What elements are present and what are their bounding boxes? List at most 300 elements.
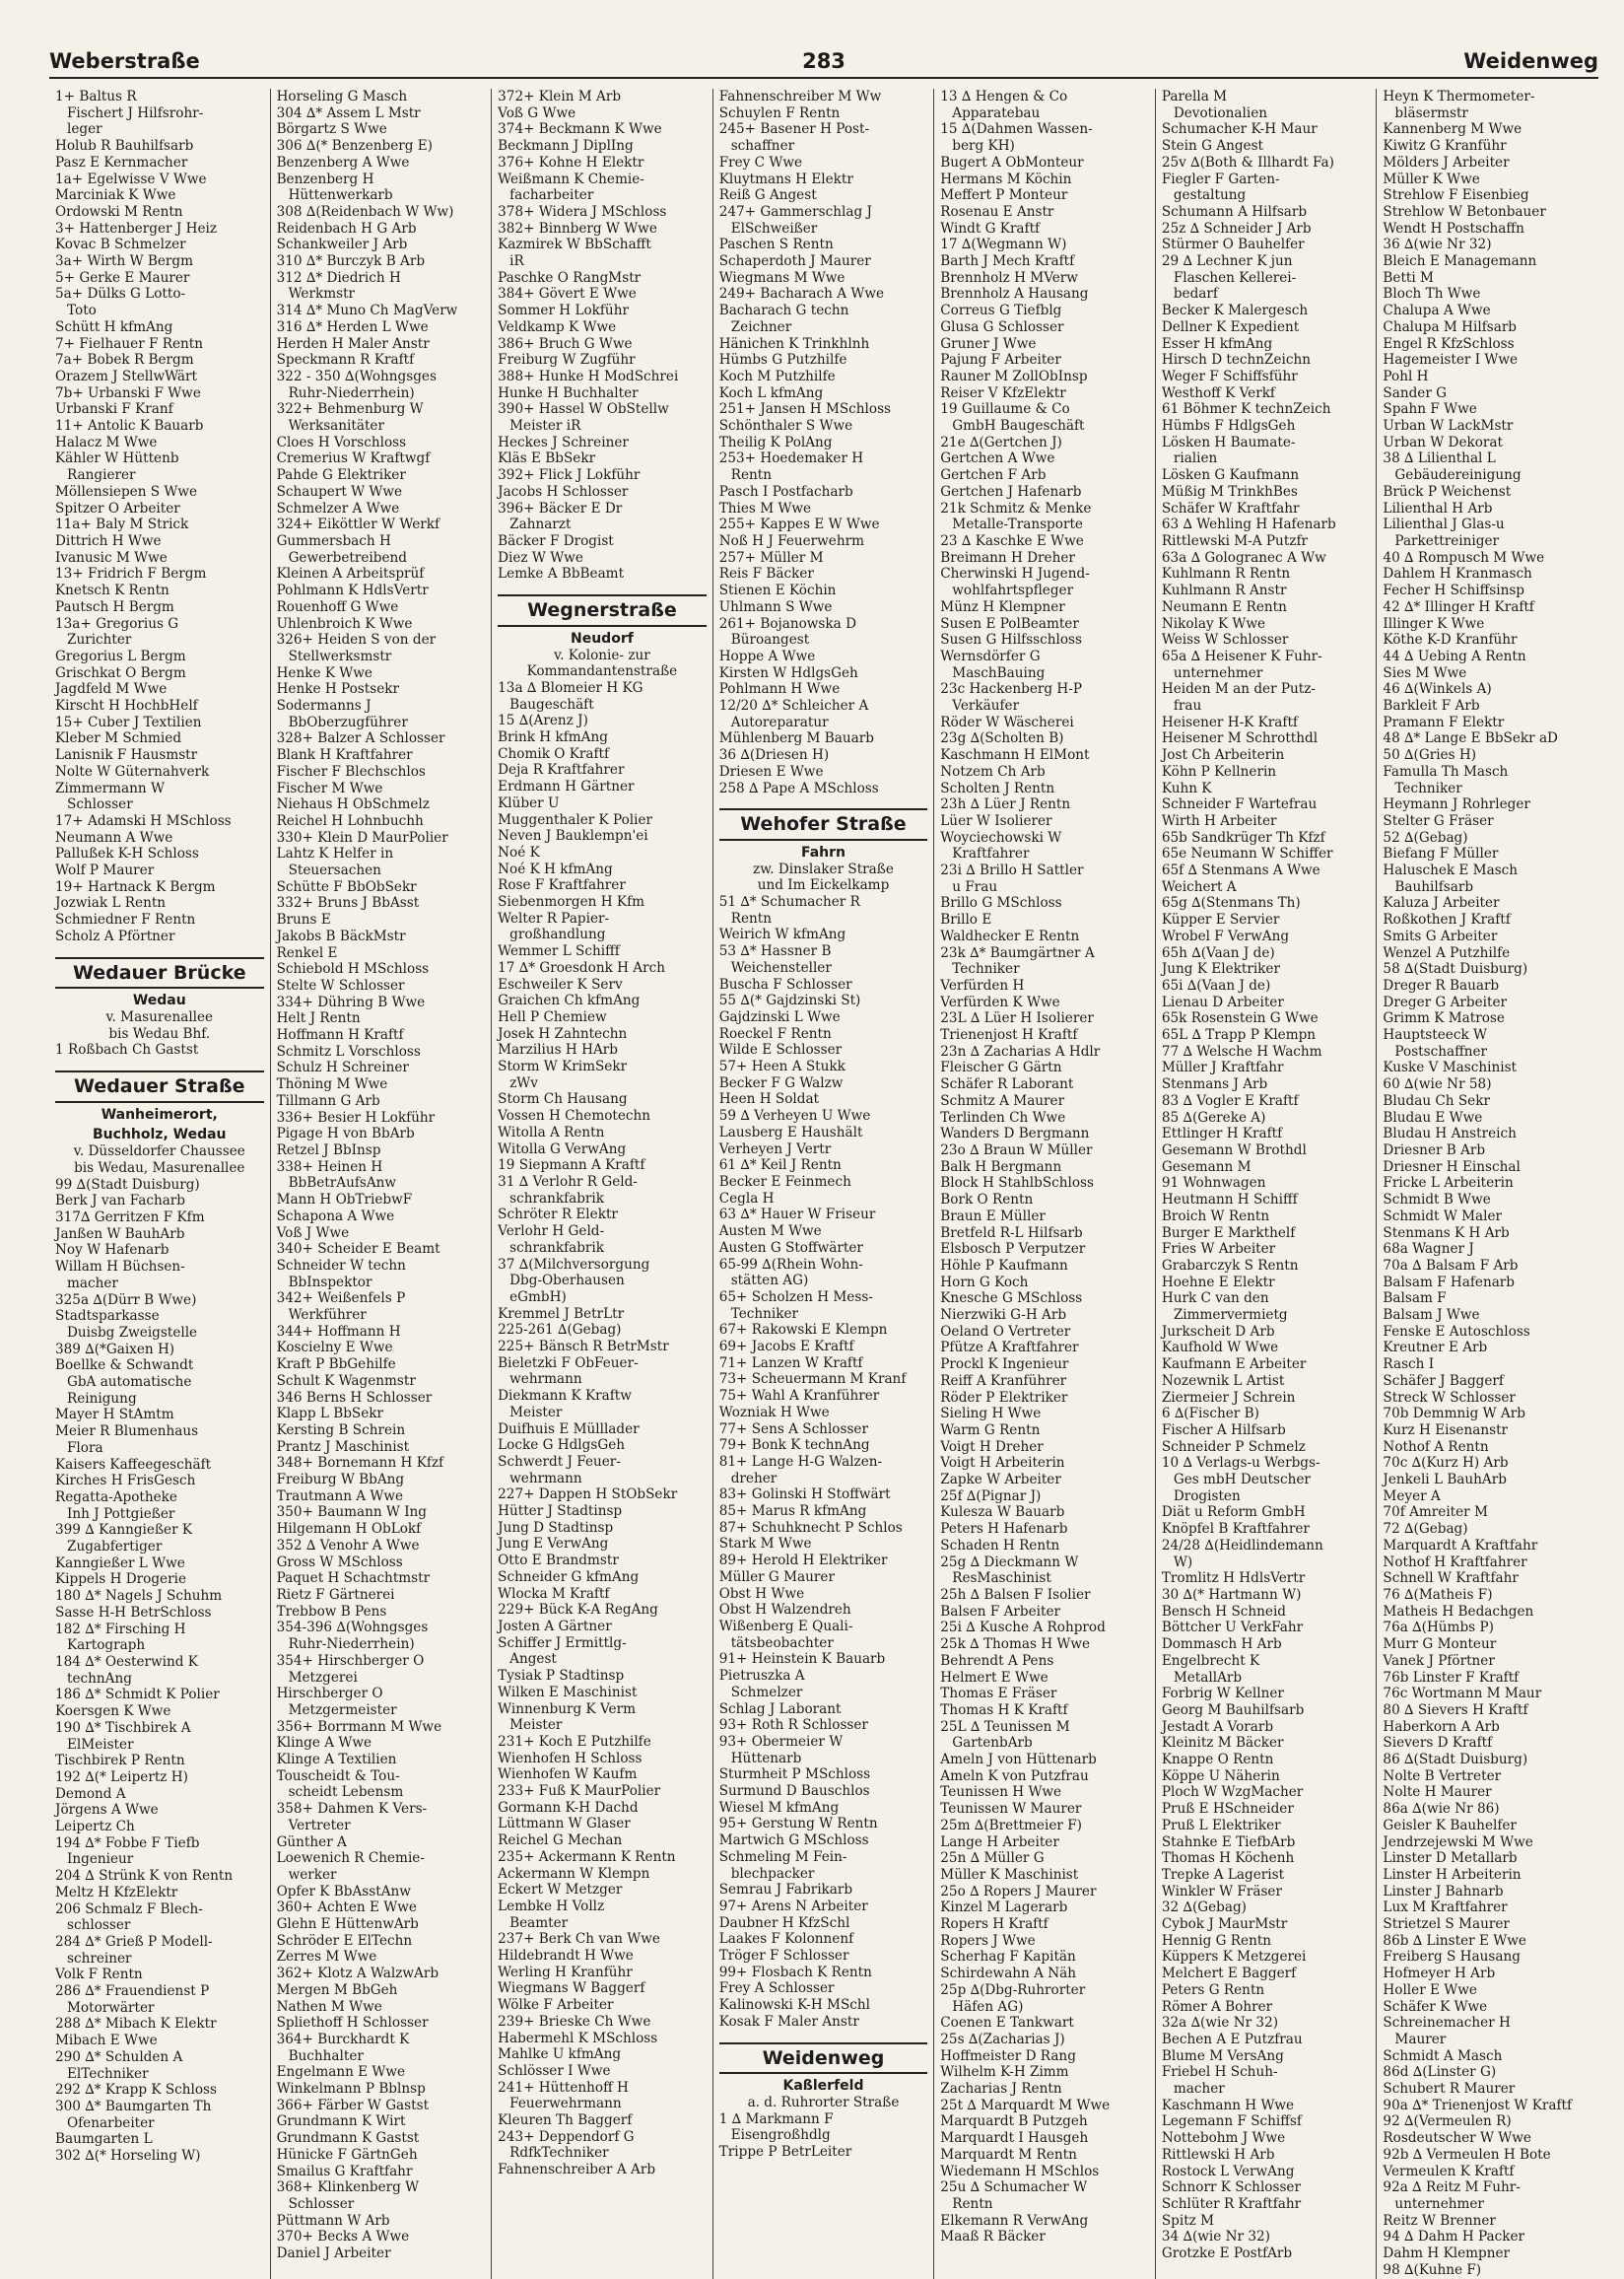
directory-entry: Fahnenschreiber M Ww <box>718 89 882 104</box>
directory-entry: Pigage H von BbArb <box>276 1126 415 1142</box>
directory-entry: Schäfer J Baggerf <box>1383 1372 1504 1389</box>
entry-continuation: Apparatebau <box>952 104 1041 121</box>
directory-entry: Lemke A BbBeamt <box>498 566 625 583</box>
directory-entry: Thomas H Köchenh <box>1161 1850 1295 1867</box>
directory-entry: Gesemann W Brothdl <box>1161 1142 1307 1158</box>
entry-continuation: Hüttenarb <box>730 1750 802 1766</box>
directory-entry: Gross W MSchloss <box>276 1554 403 1570</box>
directory-entry: Pramann F Elektr <box>1383 714 1505 730</box>
directory-entry: Orazem J StellwWärt <box>55 368 197 384</box>
entry-continuation: Maurer <box>1394 2031 1447 2047</box>
directory-entry: 284 ∆* Grieß P Modell- <box>55 1933 213 1950</box>
directory-entry: Braun E Müller <box>940 1208 1046 1224</box>
directory-entry: Kaufhold W Wwe <box>1161 1340 1279 1356</box>
directory-entry: Balsam F Hafenarb <box>1383 1274 1516 1290</box>
directory-entry: Bugert A ObMonteur <box>940 154 1084 171</box>
directory-entry: Ziermeier J Schrein <box>1161 1389 1296 1406</box>
directory-entry: Heyn K Thermometer- <box>1383 89 1535 104</box>
directory-entry: 3+ Hattenberger J Heiz <box>55 220 218 237</box>
directory-entry: 70b Demmnig W Arb <box>1383 1406 1525 1422</box>
directory-entry: Schönthaler S Wwe <box>718 418 853 435</box>
directory-entry: Bork O Rentn <box>940 1192 1034 1209</box>
directory-entry: Schmidt B Wwe <box>1383 1192 1491 1209</box>
directory-entry: Hirschberger O <box>276 1686 383 1702</box>
entry-continuation: u Frau <box>952 878 998 895</box>
directory-entry: Bludau H Anstreich <box>1383 1126 1517 1142</box>
directory-entry: 46 ∆(Winkels A) <box>1383 681 1492 698</box>
entry-continuation: Weichensteller <box>730 959 832 976</box>
directory-entry: Schlag J Laborant <box>718 1700 842 1717</box>
directory-entry: Klüber U <box>498 794 560 811</box>
directory-entry: Pietruszka A <box>718 1668 805 1685</box>
directory-entry: Schmitz L Vorschloss <box>276 1043 421 1060</box>
directory-entry: Fleischer G Gärtn <box>940 1060 1062 1076</box>
directory-entry: Schmeling M Fein- <box>718 1848 847 1865</box>
directory-entry: Lembke H Vollz <box>498 1898 605 1914</box>
directory-entry: 60 ∆(wie Nr 58) <box>1383 1076 1492 1093</box>
directory-entry: 19 Guillaume & Co <box>940 401 1070 418</box>
directory-entry: 243+ Deppendorf G <box>498 2128 635 2145</box>
directory-entry: Dommasch H Arb <box>1161 1636 1282 1653</box>
directory-entry: Strehlow F Eisenbieg <box>1383 187 1529 204</box>
entry-continuation: Beamter <box>509 1914 569 1931</box>
directory-entry: 79+ Bonk K technAng <box>718 1437 870 1454</box>
directory-entry: Dittrich H Wwe <box>55 532 162 549</box>
directory-entry: 93+ Obermeier W <box>718 1733 844 1750</box>
directory-entry: Spliethoff H Schlosser <box>276 2015 429 2032</box>
entry-continuation: zWv <box>509 1074 538 1091</box>
directory-entry: Pajung F Arbeiter <box>940 352 1061 369</box>
directory-entry: 334+ Dühring B Wwe <box>276 994 426 1010</box>
directory-entry: 77+ Sens A Schlosser <box>718 1420 868 1437</box>
directory-entry: 86a ∆(wie Nr 86) <box>1383 1801 1500 1818</box>
directory-entry: Koch M Putzhilfe <box>718 368 836 384</box>
directory-entry: Linster H Arbeiterin <box>1383 1866 1522 1883</box>
directory-entry: Matheis H Bedachgen <box>1383 1603 1534 1620</box>
directory-entry: 180 ∆* Nagels J Schuhm <box>55 1588 223 1605</box>
directory-entry: Sturmheit P MSchloss <box>718 1766 871 1783</box>
directory-entry: Stelte W Schlosser <box>276 977 405 994</box>
directory-entry: 354-396 ∆(Wohngsges <box>276 1620 429 1636</box>
directory-entry: Cherwinski H Jugend- <box>940 566 1090 583</box>
directory-entry: 330+ Klein D MaurPolier <box>276 829 448 846</box>
directory-entry: 89+ Herold H Elektriker <box>718 1553 888 1569</box>
directory-entry: Helt J Rentn <box>276 1010 361 1027</box>
directory-entry: Kanngießer L Wwe <box>55 1554 185 1571</box>
entry-continuation: Rentn <box>730 910 772 927</box>
directory-entry: Hermans M Köchin <box>940 171 1072 187</box>
directory-entry: 384+ Gövert E Wwe <box>498 286 637 303</box>
directory-entry: Kalinowski K-H MSchl <box>718 1997 870 2014</box>
entry-continuation: Feuerwehrmann <box>509 2096 622 2112</box>
directory-column <box>1156 89 1378 2279</box>
directory-entry: 227+ Dappen H StObSekr <box>498 1486 678 1503</box>
directory-entry: 65b Sandkrüger Th Kfzf <box>1161 829 1325 846</box>
directory-entry: Verheyen J Vertr <box>718 1140 832 1157</box>
directory-entry: Willam H Büchsen- <box>55 1259 185 1276</box>
entry-continuation: Werkmstr <box>288 286 356 303</box>
directory-entry: Teunissen W Maurer <box>940 1801 1082 1818</box>
directory-entry: Kurz H Eisenanstr <box>1383 1421 1509 1438</box>
directory-entry: 48 ∆* Lange E BbSekr aD <box>1383 730 1558 747</box>
street-heading: Wedauer Brücke <box>55 957 264 990</box>
directory-entry: Schumacher K-H Maur <box>1161 121 1318 138</box>
entry-continuation: Zugabfertiger <box>67 1539 163 1555</box>
directory-entry: 354+ Hirschberger O <box>276 1652 425 1669</box>
directory-entry: Gummersbach H <box>276 532 391 549</box>
directory-entry: Bäcker F Drogist <box>498 532 614 549</box>
directory-entry: Reidenbach H G Arb <box>276 220 417 237</box>
directory-entry: Wiegmans M Wwe <box>718 269 846 286</box>
directory-entry: Schäfer R Laborant <box>940 1076 1074 1093</box>
directory-entry: 322 - 350 ∆(Wohngsges <box>276 368 437 384</box>
directory-entry: 68a Wagner J <box>1383 1241 1474 1258</box>
directory-entry: 90a ∆* Trienenjost W Kraftf <box>1383 2097 1573 2113</box>
directory-entry: Pasz E Kernmacher <box>55 154 188 171</box>
directory-entry: Chomik O Kraftf <box>498 745 610 762</box>
directory-entry: Strietzel S Maurer <box>1383 1916 1510 1933</box>
directory-entry: Gertchen F Arb <box>940 467 1047 484</box>
directory-entry: 63a ∆ Gologranec A Ww <box>1161 549 1326 566</box>
directory-entry: 31 ∆ Verlohr R Geld- <box>498 1174 638 1190</box>
page-header <box>49 43 1598 79</box>
directory-entry: Schreinemacher H <box>1383 2015 1511 2032</box>
directory-entry: 13a ∆ Blomeier H KG <box>498 679 643 696</box>
directory-entry: 304 ∆* Assem L Mstr <box>276 104 421 121</box>
entry-continuation: Dbg-Oberhausen <box>509 1273 625 1289</box>
directory-entry: Nolte W Güternahverk <box>55 763 210 780</box>
directory-entry: 249+ Bacharach A Wwe <box>718 286 885 303</box>
directory-entry: 25s ∆(Zacharias J) <box>940 2031 1065 2047</box>
entry-continuation: Baugeschäft <box>509 696 594 713</box>
directory-entry: Correus G Tiefblg <box>940 303 1062 319</box>
directory-entry: 374+ Beckmann K Wwe <box>498 121 662 138</box>
directory-entry: 399 ∆ Kanngießer K <box>55 1522 193 1539</box>
directory-entry: Reis F Bäcker <box>718 566 814 583</box>
directory-entry: Meffert P Monteur <box>940 187 1068 204</box>
directory-entry: Hofmeyer H Arb <box>1383 1966 1496 1982</box>
directory-entry: Woyciechowski W <box>940 829 1062 846</box>
directory-entry: Reiser V KfzElektr <box>940 384 1066 401</box>
directory-entry: Dreger R Bauarb <box>1383 977 1500 994</box>
directory-entry: Marquardt A Kraftfahr <box>1383 1537 1538 1554</box>
directory-entry: 229+ Bück K-A RegAng <box>498 1602 658 1619</box>
directory-entry: 25v ∆(Both & Illhardt Fa) <box>1161 154 1334 171</box>
entry-continuation: GartenbArb <box>952 1735 1033 1752</box>
directory-entry: 52 ∆(Gebag) <box>1383 829 1468 846</box>
directory-entry: Möllensiepen S Wwe <box>55 483 198 500</box>
directory-entry: Hauptsteeck W <box>1383 1027 1487 1044</box>
directory-entry: Münz H Klempner <box>940 598 1065 615</box>
street-range-note: bis Wedau Bhf. <box>108 1025 211 1042</box>
entry-continuation: Techniker <box>952 961 1020 978</box>
directory-entry: Schmiedner F Rentn <box>55 912 196 929</box>
directory-entry: Uhlmann S Wwe <box>718 598 833 615</box>
directory-entry: 25m ∆(Brettmeier F) <box>940 1817 1082 1833</box>
directory-entry: 17 ∆(Wegmann W) <box>940 237 1067 253</box>
directory-entry: Zimmermann W <box>55 780 165 796</box>
directory-entry: Parella M <box>1161 89 1228 104</box>
directory-entry: Klinge A Textilien <box>276 1752 397 1768</box>
district-name: Kaßlerfeld <box>782 2078 864 2095</box>
directory-entry: 91+ Heinstein K Bauarb <box>718 1651 886 1668</box>
directory-entry: 13 ∆ Hengen & Co <box>940 89 1068 104</box>
directory-entry: Storm Ch Hausang <box>498 1091 628 1108</box>
entry-continuation: frau <box>1173 698 1202 715</box>
directory-entry: Gertchen A Wwe <box>940 450 1055 467</box>
directory-entry: Daubner H KfzSchl <box>718 1914 850 1931</box>
directory-entry: Fricke L Arbeiterin <box>1383 1175 1514 1192</box>
directory-entry: 57+ Heen A Stukk <box>718 1059 846 1075</box>
directory-entry: Eckert W Metzger <box>498 1882 623 1899</box>
directory-entry: Gesemann M <box>1161 1158 1252 1175</box>
entry-continuation: Devotionalien <box>1173 104 1267 121</box>
directory-entry: 300 ∆* Baumgarten Th <box>55 2098 212 2114</box>
entry-continuation: tätsbeobachter <box>730 1634 834 1651</box>
directory-entry: Haluschek E Masch <box>1383 863 1519 879</box>
entry-continuation: ElMeister <box>67 1736 134 1753</box>
directory-entry: Smits G Arbeiter <box>1383 928 1498 944</box>
directory-entry: Brennholz A Hausang <box>940 286 1089 303</box>
directory-entry: 29 ∆ Lechner K jun <box>1161 253 1293 270</box>
directory-entry: Reichel H Lohnbuchh <box>276 812 424 829</box>
street-range-note: v. Kolonie- zur <box>554 647 650 663</box>
directory-entry: 17+ Adamski H MSchloss <box>55 812 232 829</box>
directory-entry: Schmitz A Maurer <box>940 1092 1065 1109</box>
street-range-note: und Im Eickelkamp <box>757 877 890 894</box>
directory-entry: Schaden H Rentn <box>940 1537 1060 1554</box>
directory-entry: Benzenberg A Wwe <box>276 154 410 171</box>
directory-entry: Röder W Wäscherei <box>940 714 1074 730</box>
directory-entry: 65e Neumann W Schiffer <box>1161 846 1333 863</box>
directory-entry: 325a ∆(Dürr B Wwe) <box>55 1291 197 1308</box>
directory-entry: Freiburg W BbAng <box>276 1472 405 1488</box>
directory-entry: 58 ∆(Stadt Duisburg) <box>1383 961 1528 978</box>
directory-entry: Ordowski M Rentn <box>55 203 183 220</box>
directory-entry: Pohl H <box>1383 368 1429 384</box>
directory-entry: Wilde E Schlosser <box>718 1042 843 1059</box>
directory-entry: 6 ∆(Fischer B) <box>1161 1406 1259 1422</box>
entry-continuation: W) <box>1173 1554 1193 1570</box>
directory-entry: Biefang F Müller <box>1383 846 1499 863</box>
directory-entry: Peters H Hafenarb <box>940 1521 1068 1538</box>
directory-entry: Beckmann J DiplIng <box>498 138 634 155</box>
entry-continuation: schlosser <box>67 1917 131 1934</box>
directory-entry: Weichert A <box>1161 878 1237 895</box>
directory-entry: Janßen W BauhArb <box>55 1225 185 1242</box>
directory-entry: Terlinden Ch Wwe <box>940 1109 1066 1126</box>
directory-entry: 30 ∆(* Hartmann W) <box>1161 1586 1302 1603</box>
directory-entry: Noé K H kfmAng <box>498 861 613 877</box>
directory-entry: Diekmann K Kraftw <box>498 1388 632 1405</box>
entry-continuation: Buchhalter <box>288 2047 364 2064</box>
directory-entry: Eschweiler K Serv <box>498 976 623 993</box>
directory-entry: 396+ Bäcker E Dr <box>498 500 623 517</box>
directory-entry: 25t ∆ Marquardt M Wwe <box>940 2097 1111 2113</box>
directory-entry: 50 ∆(Gries H) <box>1383 747 1477 764</box>
directory-entry: 286 ∆* Frauendienst P <box>55 1983 210 2000</box>
directory-entry: Ropers J Wwe <box>940 1932 1036 1949</box>
directory-entry: Hünicke F GärtnGeh <box>276 2146 418 2163</box>
directory-entry: Schneider P Schmelz <box>1161 1438 1306 1455</box>
directory-entry: Schlösser I Wwe <box>498 2062 611 2079</box>
entry-continuation: eGmbH) <box>509 1288 567 1305</box>
directory-entry: 42 ∆* Illinger H Kraftf <box>1383 598 1534 615</box>
entry-continuation: Metzgermeister <box>288 1701 397 1718</box>
directory-entry: Küpper E Servier <box>1161 912 1280 929</box>
entry-continuation: schaffner <box>730 138 795 155</box>
district-name: Neudorf <box>571 630 634 647</box>
directory-entry: Wienhofen W Kaufm <box>498 1766 638 1783</box>
directory-entry: 258 ∆ Pape A MSchloss <box>718 780 879 796</box>
directory-entry: Urban W LackMstr <box>1383 418 1514 435</box>
directory-entry: 360+ Achten E Wwe <box>276 1899 417 1916</box>
directory-entry: Schmelzer A Wwe <box>276 500 400 517</box>
directory-entry: Linster J Bahnarb <box>1383 1883 1504 1899</box>
directory-entry: Martwich G MSchloss <box>718 1832 869 1849</box>
directory-entry: 19+ Hartnack K Bergm <box>55 878 216 895</box>
directory-entry: Verlohr H Geld- <box>498 1223 605 1240</box>
directory-entry: 231+ Koch E Putzhilfe <box>498 1733 651 1750</box>
directory-entry: Tromlitz H HdlsVertr <box>1161 1570 1306 1587</box>
directory-entry: Jung D Stadtinsp <box>498 1519 614 1536</box>
directory-entry: Stein G Angest <box>1161 138 1264 155</box>
entry-continuation: iR <box>509 253 524 270</box>
directory-entry: 23g ∆(Scholten B) <box>940 730 1064 747</box>
directory-entry: 69+ Jacobs E Kraftf <box>718 1339 854 1355</box>
directory-entry: 233+ Fuß K MaurPolier <box>498 1783 661 1800</box>
directory-entry: 25o ∆ Ropers J Maurer <box>940 1883 1097 1899</box>
directory-entry: Roßkothen J Kraftf <box>1383 912 1511 929</box>
directory-entry: Otto E Brandmstr <box>498 1553 619 1569</box>
directory-entry: 292 ∆* Krapp K Schloss <box>55 2082 218 2099</box>
directory-entry: Verfürden K Wwe <box>940 994 1060 1010</box>
directory-entry: Smailus G Kraftfahr <box>276 2163 413 2179</box>
entry-continuation: BbBetrAufsAnw <box>288 1175 397 1192</box>
directory-entry: Storm W KrimSekr <box>498 1059 628 1075</box>
directory-entry: 5+ Gerke E Maurer <box>55 269 190 286</box>
directory-entry: 3a+ Wirth W Bergm <box>55 253 193 270</box>
street-heading: Wehofer Straße <box>719 808 928 841</box>
directory-entry: 261+ Bojanowska D <box>718 615 856 632</box>
directory-entry: Balsam F <box>1383 1290 1447 1307</box>
directory-entry: Driesner B Arb <box>1383 1142 1486 1158</box>
directory-entry: Legemann F Schiffsf <box>1161 2113 1302 2130</box>
directory-entry: Müller J Kraftfahr <box>1161 1060 1284 1076</box>
directory-entry: Lüttmann W Glaser <box>498 1816 631 1832</box>
directory-entry: 83 ∆ Vogler E Kraftf <box>1161 1092 1299 1109</box>
directory-entry: Hildebrandt H Wwe <box>498 1948 634 1965</box>
directory-entry: Kreutner E Arb <box>1383 1340 1488 1356</box>
directory-entry: 24/28 ∆(Heidlindemann <box>1161 1537 1323 1554</box>
entry-continuation: Ruhr-Niederrhein) <box>288 1636 415 1653</box>
entry-continuation: bedarf <box>1173 286 1218 303</box>
directory-entry: Dellner K Expedient <box>1161 318 1300 335</box>
entry-continuation: Rangierer <box>67 467 136 484</box>
directory-entry: Austen G Stoffwärter <box>718 1239 863 1256</box>
directory-entry: Regatta-Apotheke <box>55 1488 177 1505</box>
directory-entry: Kleinen A Arbeitsprüf <box>276 566 425 583</box>
directory-entry: Koch L kfmAng <box>718 384 824 401</box>
street-range-note: v. Masurenallee <box>105 1008 214 1025</box>
directory-entry: Jacobs H Schlosser <box>498 483 629 500</box>
directory-entry: Fries W Arbeiter <box>1161 1241 1276 1258</box>
entry-continuation: Kraftfahrer <box>952 846 1030 863</box>
directory-entry: Coenen E Tankwart <box>940 2015 1074 2032</box>
directory-entry: Holub R Bauhilfsarb <box>55 138 194 155</box>
entry-continuation: Schlosser <box>288 2196 355 2212</box>
directory-entry: Fiegler F Garten- <box>1161 171 1280 187</box>
directory-entry: Urbanski F Kranf <box>55 401 173 418</box>
directory-entry: Henke K Wwe <box>276 664 372 681</box>
directory-entry: 65i ∆(Vaan J de) <box>1161 977 1271 994</box>
directory-entry: 65a ∆ Heisener K Fuhr- <box>1161 648 1322 664</box>
directory-entry: 5a+ Dülks G Lotto- <box>55 286 186 303</box>
directory-entry: 19 Siepmann A Kraftf <box>498 1157 645 1174</box>
directory-entry: 7b+ Urbanski F Wwe <box>55 384 201 401</box>
directory-entry: Jung E VerwAng <box>498 1536 609 1553</box>
directory-entry: Kulesza W Bauarb <box>940 1504 1065 1521</box>
directory-entry: 95+ Gerstung W Rentn <box>718 1816 878 1832</box>
directory-entry: Esser H kfmAng <box>1161 335 1273 352</box>
directory-entry: Winkelmann P Bblnsp <box>276 2081 426 2098</box>
directory-entry: Obst H Walzendreh <box>718 1602 851 1619</box>
entry-continuation: Flora <box>67 1439 103 1456</box>
directory-entry: Breimann H Dreher <box>940 549 1075 566</box>
directory-entry: 356+ Borrmann M Wwe <box>276 1718 442 1735</box>
directory-entry: Fahnenschreiber A Arb <box>498 2162 656 2178</box>
directory-entry: Mühlenberg M Bauarb <box>718 730 874 747</box>
directory-entry: 98 ∆(Kuhne F) <box>1383 2261 1482 2278</box>
directory-entry: Sodermanns J <box>276 698 372 715</box>
directory-entry: 255+ Kappes E W Wwe <box>718 517 880 533</box>
directory-entry: Hümbs F HdlgsGeh <box>1161 418 1296 435</box>
directory-entry: 97+ Arens N Arbeiter <box>718 1898 868 1914</box>
directory-entry: 338+ Heinen H <box>276 1158 383 1175</box>
directory-entry: Schäfer W Kraftfahr <box>1161 500 1300 517</box>
directory-entry: Knappe O Rentn <box>1161 1752 1274 1768</box>
entry-continuation: scheidt Lebensm <box>288 1784 404 1801</box>
directory-entry: 93+ Roth R Schlosser <box>718 1717 868 1734</box>
directory-entry: Elsbosch P Verputzer <box>940 1241 1086 1258</box>
entry-continuation: großhandlung <box>509 927 606 943</box>
directory-entry: 36 ∆(wie Nr 32) <box>1383 237 1492 253</box>
directory-entry: Knesche G MSchloss <box>940 1290 1083 1307</box>
directory-entry: Notzem Ch Arb <box>940 763 1046 780</box>
directory-entry: Speckmann R Kraftf <box>276 352 415 369</box>
directory-entry: Mölders J Arbeiter <box>1383 154 1510 171</box>
directory-entry: Pohlmann H Wwe <box>718 681 841 698</box>
directory-entry: Spitzer O Arbeiter <box>55 500 180 517</box>
directory-entry: Jenkeli L BauhArb <box>1383 1472 1507 1488</box>
directory-entry: 358+ Dahmen K Vers- <box>276 1801 428 1818</box>
directory-entry: Meltz H KfzElektr <box>55 1884 178 1900</box>
directory-entry: 362+ Klotz A WalzwArb <box>276 1966 440 1982</box>
directory-entry: Westhoff K Verkf <box>1161 384 1275 401</box>
directory-entry: 94 ∆ Dahm H Packer <box>1383 2229 1525 2245</box>
header-left-street: Weberstraße <box>49 49 200 73</box>
directory-entry: Kirscht H HochbHelf <box>55 698 198 715</box>
directory-entry: Stienen E Köchin <box>718 583 837 599</box>
directory-entry: Uhlenbroich K Wwe <box>276 615 413 632</box>
directory-entry: Heymann J Rohrleger <box>1383 796 1530 813</box>
directory-entry: Hurk C van den <box>1161 1290 1269 1307</box>
entry-continuation: ElTechniker <box>67 2065 149 2082</box>
directory-entry: Jurkscheit D Arb <box>1161 1323 1275 1340</box>
directory-entry: Hänichen K Trinkhlnh <box>718 335 870 352</box>
directory-entry: Heisener H-K Kraftf <box>1161 714 1298 730</box>
directory-entry: 37 ∆(Milchversorgung <box>498 1256 650 1273</box>
